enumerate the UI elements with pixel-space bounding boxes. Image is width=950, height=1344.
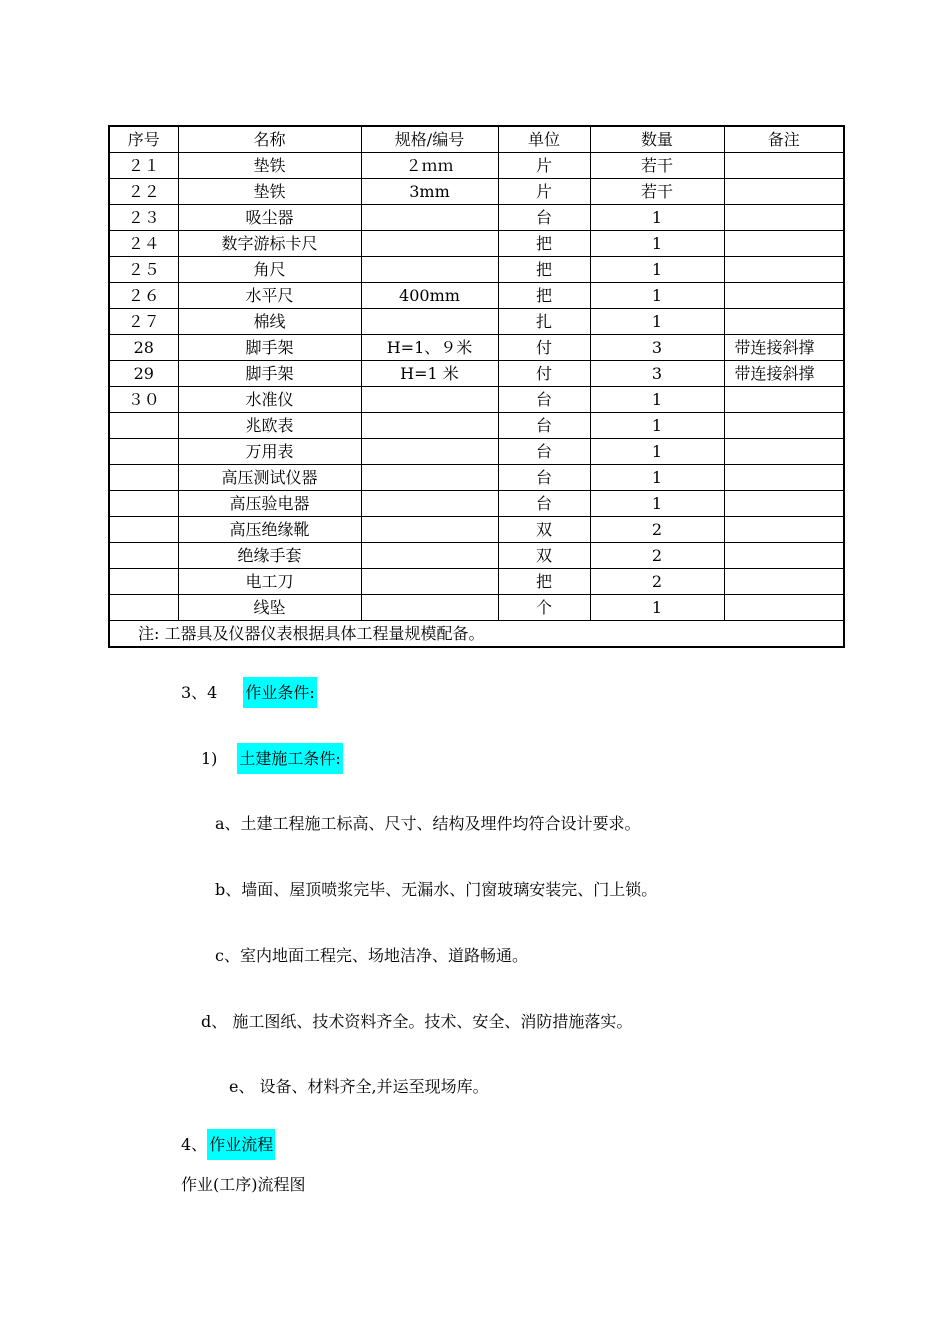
cell-spec: H=1 米 [361,361,498,387]
section-3-4-number: 3、4 [181,683,218,702]
cell-name: 脚手架 [178,335,361,361]
cell-qty: 1 [590,257,724,283]
cell-spec [361,413,498,439]
section-3-4-title: 作业条件: [243,677,316,708]
cell-qty: 2 [590,569,724,595]
cell-name: 垫铁 [178,179,361,205]
cell-unit: 付 [498,361,590,387]
cell-seq: ３０ [109,387,178,413]
subsection-1-number: 1) [201,749,218,768]
tools-table [108,125,845,648]
cell-name: 万用表 [178,439,361,465]
header-remark: 备注 [724,126,844,153]
cell-qty: 1 [590,283,724,309]
condition-item-d: d、 施工图纸、技术资料齐全。技术、安全、消防措施落实。 [201,1012,633,1031]
section-3-4-heading [181,680,317,703]
table-row [109,413,844,439]
cell-seq [109,543,178,569]
cell-spec [361,491,498,517]
cell-remark [724,387,844,413]
cell-spec [361,231,498,257]
table-row [109,543,844,569]
cell-qty: 1 [590,595,724,621]
cell-remark [724,205,844,231]
section-4-number: 4、 [181,1135,208,1154]
section-4-heading [181,1132,275,1155]
table-row [109,387,844,413]
cell-spec [361,387,498,413]
cell-qty: 1 [590,413,724,439]
cell-unit: 台 [498,465,590,491]
cell-remark [724,517,844,543]
cell-remark [724,595,844,621]
cell-remark [724,491,844,517]
cell-name: 电工刀 [178,569,361,595]
cell-seq [109,439,178,465]
cell-unit: 把 [498,231,590,257]
cell-unit: 台 [498,413,590,439]
section-4-title: 作业流程 [207,1129,275,1160]
cell-name: 垫铁 [178,153,361,179]
cell-spec: ２ｍｍ [361,153,498,179]
condition-item-e: e、 设备、材料齐全,并运至现场库。 [229,1077,489,1096]
cell-unit: 台 [498,205,590,231]
table-row [109,309,844,335]
table-row [109,283,844,309]
cell-remark [724,569,844,595]
cell-unit: 片 [498,179,590,205]
table-body [109,153,844,621]
cell-qty: 3 [590,335,724,361]
table-row [109,205,844,231]
cell-unit: 双 [498,543,590,569]
cell-seq [109,569,178,595]
cell-remark: 带连接斜撑 [724,335,844,361]
cell-unit: 个 [498,595,590,621]
cell-spec: H=1、９米 [361,335,498,361]
cell-name: 脚手架 [178,361,361,387]
cell-seq [109,517,178,543]
cell-remark [724,543,844,569]
table-row [109,517,844,543]
flow-caption: 作业(工序)流程图 [181,1175,306,1194]
cell-remark [724,153,844,179]
cell-seq: 28 [109,335,178,361]
cell-name: 吸尘器 [178,205,361,231]
cell-seq: ２６ [109,283,178,309]
cell-spec [361,517,498,543]
table-row [109,335,844,361]
cell-spec [361,309,498,335]
cell-qty: 1 [590,465,724,491]
cell-unit: 台 [498,491,590,517]
condition-item-a: a、土建工程施工标高、尺寸、结构及埋件均符合设计要求。 [215,814,641,833]
cell-spec: 3mm [361,179,498,205]
cell-spec [361,465,498,491]
cell-qty: 2 [590,517,724,543]
condition-item-c: c、室内地面工程完、场地洁净、道路畅通。 [215,946,528,965]
cell-seq: ２２ [109,179,178,205]
cell-spec [361,569,498,595]
table-row [109,569,844,595]
cell-qty: 1 [590,439,724,465]
cell-seq [109,595,178,621]
cell-unit: 扎 [498,309,590,335]
cell-unit: 把 [498,257,590,283]
header-qty: 数量 [590,126,724,153]
cell-seq: ２７ [109,309,178,335]
cell-name: 线坠 [178,595,361,621]
cell-seq: ２４ [109,231,178,257]
cell-name: 兆欧表 [178,413,361,439]
cell-qty: 2 [590,543,724,569]
cell-unit: 付 [498,335,590,361]
cell-name: 绝缘手套 [178,543,361,569]
cell-name: 高压测试仪器 [178,465,361,491]
cell-seq [109,413,178,439]
table-row [109,231,844,257]
cell-qty: 若干 [590,179,724,205]
cell-spec: 400mm [361,283,498,309]
cell-spec [361,543,498,569]
cell-name: 数字游标卡尺 [178,231,361,257]
subsection-1-heading [201,746,343,769]
table-row [109,595,844,621]
table-row [109,465,844,491]
table-row [109,361,844,387]
cell-seq: 29 [109,361,178,387]
cell-remark [724,283,844,309]
cell-spec [361,595,498,621]
cell-name: 高压验电器 [178,491,361,517]
cell-qty: 1 [590,205,724,231]
cell-name: 棉线 [178,309,361,335]
cell-remark [724,439,844,465]
table-header-row [109,126,844,153]
cell-name: 水平尺 [178,283,361,309]
cell-seq: ２１ [109,153,178,179]
table-note: 注: 工器具及仪器仪表根据具体工程量规模配备。 [109,621,844,648]
condition-item-b: b、墙面、屋顶喷浆完毕、无漏水、门窗玻璃安装完、门上锁。 [215,880,658,899]
cell-qty: 1 [590,231,724,257]
table-row [109,439,844,465]
table-row [109,153,844,179]
cell-remark [724,465,844,491]
header-spec: 规格/编号 [361,126,498,153]
table-note-row [109,621,844,648]
cell-seq: ２５ [109,257,178,283]
subsection-1-title: 土建施工条件: [237,743,342,774]
cell-unit: 片 [498,153,590,179]
cell-spec [361,205,498,231]
table-row [109,179,844,205]
cell-qty: 1 [590,309,724,335]
cell-qty: 1 [590,491,724,517]
cell-qty: 3 [590,361,724,387]
cell-spec [361,257,498,283]
cell-spec [361,439,498,465]
table-row [109,257,844,283]
cell-qty: 1 [590,387,724,413]
header-seq: 序号 [109,126,178,153]
cell-unit: 把 [498,283,590,309]
cell-seq [109,465,178,491]
cell-qty: 若干 [590,153,724,179]
table-row [109,491,844,517]
cell-unit: 台 [498,439,590,465]
cell-unit: 台 [498,387,590,413]
cell-name: 角尺 [178,257,361,283]
cell-seq [109,491,178,517]
cell-remark: 带连接斜撑 [724,361,844,387]
cell-seq: ２３ [109,205,178,231]
cell-remark [724,257,844,283]
cell-remark [724,413,844,439]
header-name: 名称 [178,126,361,153]
header-unit: 单位 [498,126,590,153]
cell-unit: 双 [498,517,590,543]
cell-name: 水准仪 [178,387,361,413]
cell-remark [724,179,844,205]
cell-remark [724,231,844,257]
cell-remark [724,309,844,335]
cell-unit: 把 [498,569,590,595]
cell-name: 高压绝缘靴 [178,517,361,543]
